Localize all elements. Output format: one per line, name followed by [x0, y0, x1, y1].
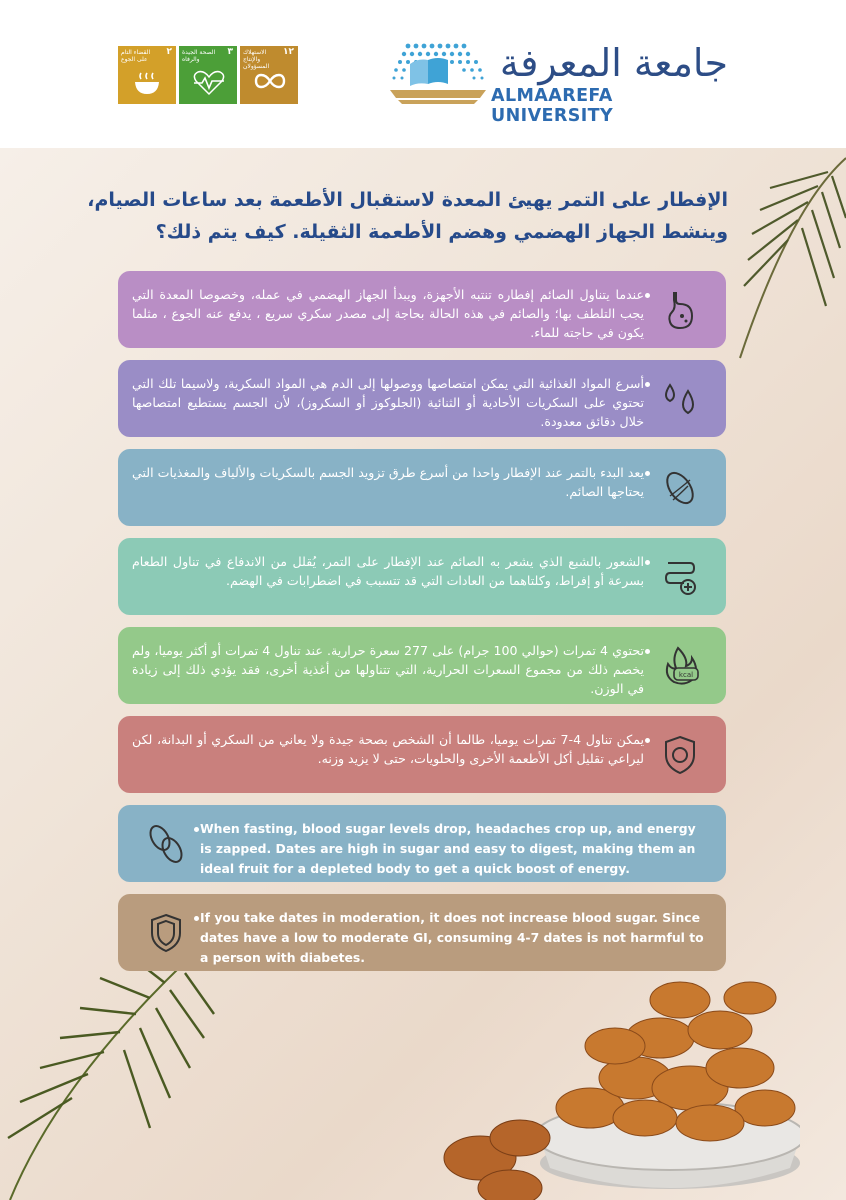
sdg-badge-3 [179, 46, 237, 104]
info-card-english [118, 805, 726, 882]
info-card [118, 627, 726, 704]
card-text: الشعور بالشبع الذي يشعر به الصائم عند الإفطار على التمر، يُقلل من الاندفاع في تناول الطعام بسرعة أو إفراط، وكلتاهما من العادات التي قد تتسبب في اضطرابات في الهضم. [132, 554, 644, 588]
info-card [118, 716, 726, 793]
card-text: عندما يتناول الصائم إفطاره تنتبه الأجهزة، ويبدأ الجهاز الهضمي في عمله، وخصوصا المعدة التي يجب التلطف بها؛ والصائم في هذه الحالة بحاجة إلى مصدر سكري سريع ، يدفع عنه الجوع ، مثلما يكون في حاجته للماء. [132, 287, 644, 340]
info-card-english [118, 894, 726, 971]
university-name-arabic: جامعة المعرفة [499, 41, 728, 85]
header [0, 0, 846, 148]
bullet [194, 827, 199, 832]
card-text: تحتوي 4 تمرات (حوالي 100 جرام) على 277 سعرة حرارية. عند تناول 4 تمرات أو أكثر يوميا، ولم يخصم ذلك من مجموع السعرات الحرارية، التي تتناولها من أغذية أخرى، فقد يؤدي ذلك إلى زيادة في الوزن. [132, 643, 644, 696]
kcal-icon [658, 644, 702, 688]
title-line: الإفطار على التمر يهيئ المعدة لاستقبال الأطعمة بعد ساعات الصيام، [87, 189, 728, 211]
sdg-badge-2 [118, 46, 176, 104]
dates-bowl-image [420, 938, 800, 1200]
intestine-icon [658, 555, 702, 599]
info-card [118, 538, 726, 615]
university-logo-icon [388, 40, 488, 106]
sdg-label: الصحة الجيدة والرفاه [182, 49, 216, 63]
card-text: يمكن تناول 4-7 تمرات يوميا، طالما أن الشخص بصحة جيدة ولا يعاني من السكري أو البدانة، لكن ليراعي تقليل أكل الأطعمة الأخرى والحلويات، حتى لا يزيد وزنه. [132, 732, 644, 766]
date-icon [658, 466, 702, 510]
bullet [645, 382, 650, 387]
info-card [118, 449, 726, 526]
sdg-number: ٢ [166, 47, 172, 57]
infinity-icon [253, 70, 287, 92]
bullet [645, 471, 650, 476]
bullet [645, 738, 650, 743]
shield-icon [144, 911, 188, 955]
university-name-english: ALMAAREFA UNIVERSITY [491, 86, 614, 126]
card-text: If you take dates in moderation, it does not increase blood sugar. Since dates have a low to moderate GI, consuming 4-7 dates is not harmful to a person with diabetes. [200, 910, 704, 965]
bullet [645, 293, 650, 298]
bullet [645, 649, 650, 654]
bowl-icon [131, 70, 163, 98]
sdg-label: القضاء التام على الجوع [121, 49, 151, 63]
card-text: أسرع المواد الغذائية التي يمكن امتصاصها ووصولها إلى الدم هي المواد السكرية، ولاسيما تلك التي تحتوي على السكريات الأحادية أو الثنائية (الجلوكوز أو السكروز)، لأن الجسم يستطيع امتصاصها خلال دقائق معدودة. [132, 376, 644, 429]
sdg-number: ٣ [227, 47, 233, 57]
poster [0, 148, 846, 1200]
title-line: وينشط الجهاز الهضمي وهضم الأطعمة الثقيلة. كيف يتم ذلك؟ [155, 221, 728, 243]
info-card [118, 271, 726, 348]
sdg-number: ١٢ [283, 47, 294, 57]
card-text: يعد البدء بالتمر عند الإفطار واحدا من أسرع طرق تزويد الجسم بالسكريات والألياف والمغذيات التي يحتاجها الصائم. [132, 465, 644, 499]
info-card [118, 360, 726, 437]
bullet [645, 560, 650, 565]
stomach-icon [658, 288, 702, 332]
dates-icon [144, 822, 188, 866]
sdg-badge-12 [240, 46, 298, 104]
page-title [60, 184, 728, 248]
bullet [194, 916, 199, 921]
sdg-label: الاستهلاك والإنتاج المسؤولان [243, 49, 270, 70]
heartbeat-icon [192, 70, 226, 96]
svg-text:kcal: kcal [678, 670, 694, 679]
drops-icon [658, 377, 702, 421]
card-text: When fasting, blood sugar levels drop, headaches crop up, and energy is zapped. Dates are high in sugar and easy to digest, making them an ideal fruit for a depleted body to get a quick boost of energy. [200, 821, 696, 876]
shield-icon [658, 733, 702, 777]
